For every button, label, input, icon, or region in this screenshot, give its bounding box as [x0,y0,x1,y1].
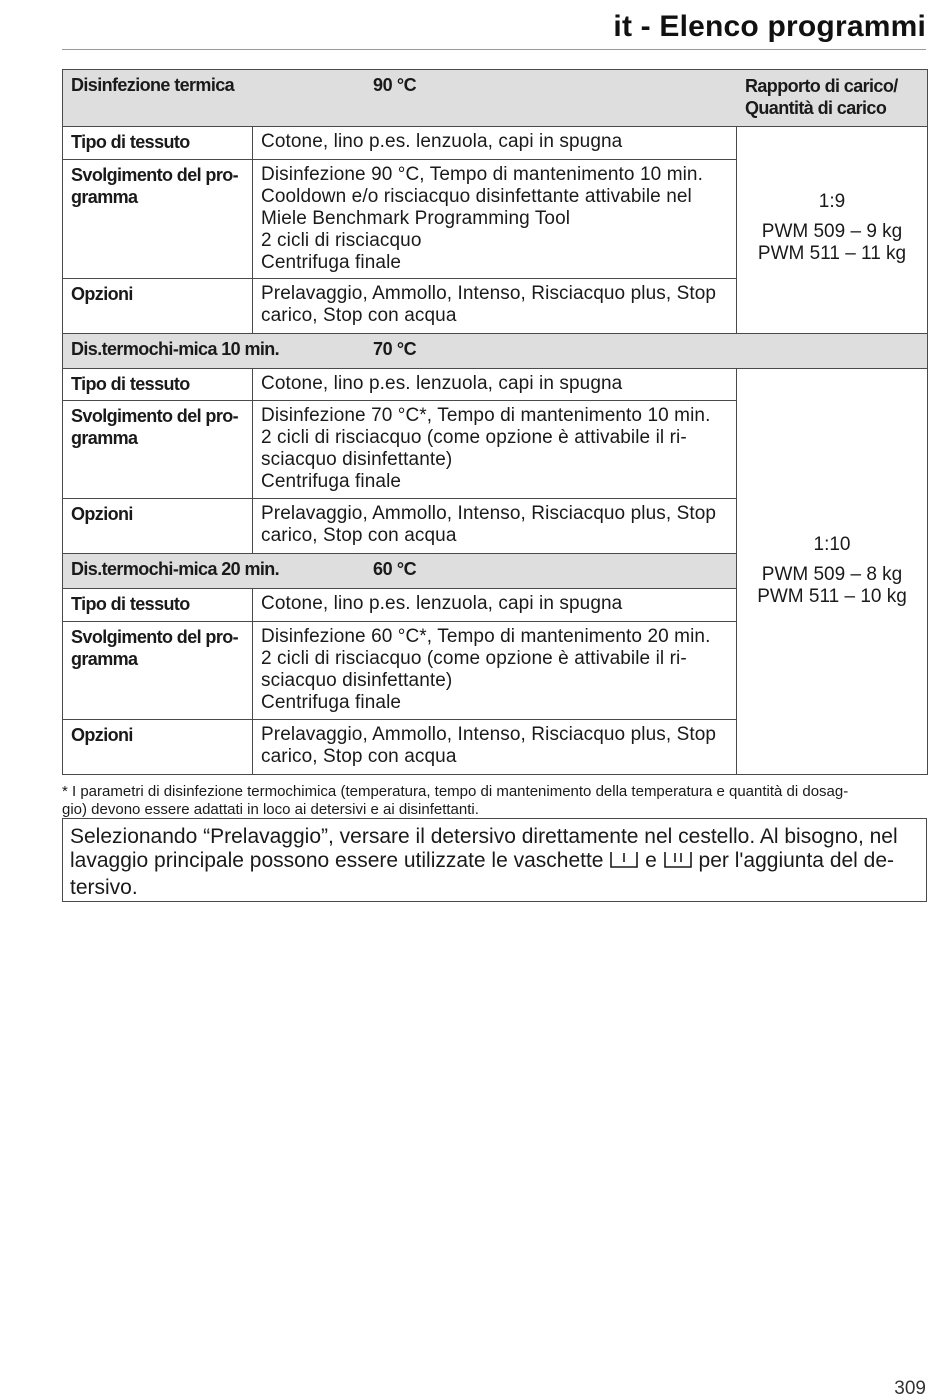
header-divider [62,49,926,50]
load-model: PWM 511 – 10 kg [757,586,907,607]
load-model: PWM 509 – 8 kg [761,564,903,585]
note-line: Selezionando “Prelavaggio”, versare il detersivo direttamente nel cestello. Al bisogno, nel [70,825,898,848]
page-title: it - Elenco programmi [613,10,926,43]
row-label [63,401,253,499]
row-label [63,127,253,160]
table-row [63,369,928,401]
row-label [63,279,253,334]
row-label-line: gramma [71,187,138,207]
section-temperature: 70 °C [373,339,417,359]
row-value [253,622,737,720]
table-row [63,127,928,160]
footnote [62,783,922,819]
page-number: 309 [894,1378,926,1399]
row-label-line: Opzioni [71,284,133,304]
row-value-line: 2 cicli di risciacquo [261,230,422,251]
compartment-II-icon [663,850,693,876]
load-ratio: 1:10 [813,534,851,555]
program-table [62,69,928,775]
row-label [63,369,253,401]
row-value-line: Cotone, lino p.es. lenzuola, capi in spugna [261,131,623,152]
row-value [253,401,737,499]
footnote-line: gio) devono essere adattati in loco ai detersivi e ai disinfettanti. [62,801,479,818]
row-value-line: Cotone, lino p.es. lenzuola, capi in spugna [261,373,623,394]
row-label [63,499,253,554]
load-ratio-header-line: Quantità di carico [745,98,887,118]
row-value-line: Prelavaggio, Ammollo, Intenso, Risciacquo plus, Stop [261,283,717,304]
load-ratio-header-line: Rapporto di carico/ [745,76,898,96]
load-ratio-header [745,75,898,119]
row-value [253,369,737,401]
note-line: tersivo. [70,876,138,899]
section-header [63,70,928,127]
row-value-line: Centrifuga finale [261,471,402,492]
row-value [253,589,737,622]
row-label-line: Opzioni [71,725,133,745]
note-line [70,849,919,876]
row-value-line: Cooldown e/o risciacquo disinfettante attivabile nel [261,186,692,207]
row-label-line: Svolgimento del pro- [71,165,239,185]
footnote-line: * I parametri di disinfezione termochimica (temperatura, tempo di mantenimento della temperatura e quantità di dosag- [62,783,849,800]
row-value-line: sciacquo disinfettante) [261,449,453,470]
row-value-line: 2 cicli di risciacquo (come opzione è attivabile il ri- [261,427,687,448]
row-value-line: Cotone, lino p.es. lenzuola, capi in spugna [261,593,623,614]
section-name: Disinfezione termica [71,75,235,95]
section-temperature: 90 °C [373,75,417,95]
row-value-line: Centrifuga finale [261,252,402,273]
row-value-line: Prelavaggio, Ammollo, Intenso, Risciacquo plus, Stop [261,503,717,524]
row-value [253,127,737,160]
row-label-line: Tipo di tessuto [71,132,190,152]
row-value-line: 2 cicli di risciacquo (come opzione è attivabile il ri- [261,648,687,669]
row-value-line: Disinfezione 70 °C*, Tempo di mantenimento 10 min. [261,405,711,426]
load-ratio: 1:9 [818,191,846,212]
row-label-line: gramma [71,428,138,448]
row-value-line: Disinfezione 90 °C, Tempo di mantenimento 10 min. [261,164,703,185]
row-value [253,499,737,554]
note-box [62,818,927,902]
row-label-line: Tipo di tessuto [71,594,190,614]
row-value-line: Prelavaggio, Ammollo, Intenso, Risciacquo plus, Stop [261,724,717,745]
row-value-line: carico, Stop con acqua [261,525,457,546]
row-value [253,720,737,775]
row-label-line: Svolgimento del pro- [71,406,239,426]
row-label [63,720,253,775]
row-value-line: carico, Stop con acqua [261,305,457,326]
row-label-line: Svolgimento del pro- [71,627,239,647]
note-text: lavaggio principale possono essere utilizzate le vaschette [70,849,604,872]
row-value-line: sciacquo disinfettante) [261,670,453,691]
row-value-line: Miele Benchmark Programming Tool [261,208,571,229]
row-value-line: Centrifuga finale [261,692,402,713]
load-model: PWM 509 – 9 kg [761,221,903,242]
note-text: per l'aggiunta del de- [698,849,895,872]
section-name: Dis.termochi-mica 20 min. [71,559,280,579]
section-header [63,334,928,369]
row-label [63,589,253,622]
load-cell [737,369,928,775]
row-label-line: gramma [71,649,138,669]
compartment-I-icon [609,850,639,876]
row-value-line: Disinfezione 60 °C*, Tempo di mantenimento 20 min. [261,626,711,647]
row-label-line: Tipo di tessuto [71,374,190,394]
load-model: PWM 511 – 11 kg [757,243,907,264]
load-cell [737,127,928,334]
section-temperature: 60 °C [373,559,417,579]
note-text: e [645,849,657,872]
row-label [63,160,253,279]
row-value [253,279,737,334]
row-label [63,622,253,720]
section-name: Dis.termochi-mica 10 min. [71,339,280,359]
row-value [253,160,737,279]
row-value-line: carico, Stop con acqua [261,746,457,767]
row-label-line: Opzioni [71,504,133,524]
